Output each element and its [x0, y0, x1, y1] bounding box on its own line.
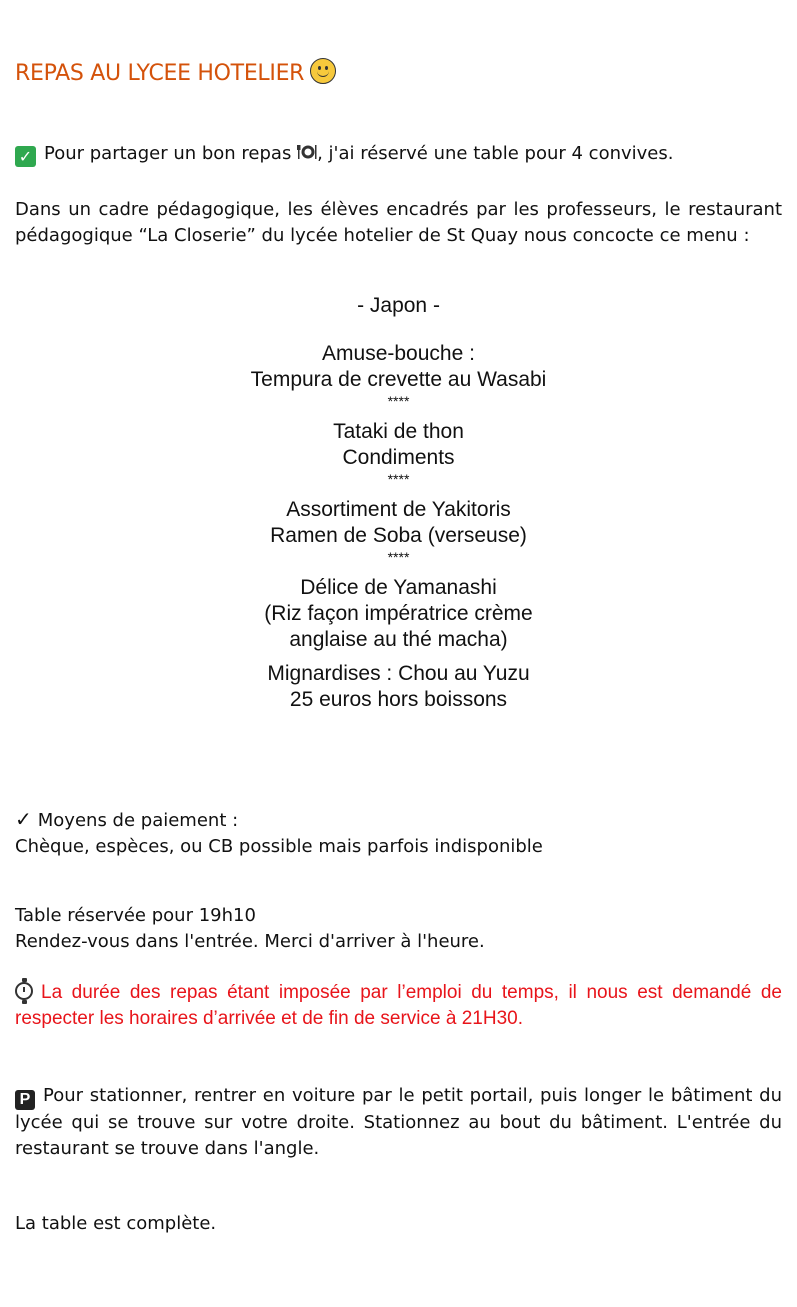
watch-icon	[15, 982, 33, 1000]
payment-label: Moyens de paiement :	[37, 810, 239, 831]
menu-block	[15, 293, 782, 713]
warning-text: La durée des repas étant imposée par l’emploi du temps, il nous est demandé de respecter les horaires d’arrivée et de fin de service à 21H30.	[15, 982, 782, 1029]
description-paragraph: Dans un cadre pédagogique, les élèves encadrés par les professeurs, le restaurant pédagogique “La Closerie” du lycée hotelier de St Quay nous concocte ce menu :	[15, 199, 782, 246]
title-text: REPAS AU LYCEE HOTELIER	[15, 61, 305, 86]
payment-details: Chèque, espèces, ou CB possible mais parfois indisponible	[15, 836, 543, 857]
menu-separator: ****	[387, 471, 410, 487]
menu-plat-1: Assortiment de Yakitoris	[286, 498, 511, 521]
menu-entree-1: Tataki de thon	[333, 420, 464, 443]
warning-paragraph	[15, 980, 782, 1032]
menu-dessert-3: anglaise au thé macha)	[289, 628, 508, 651]
menu-mignardises: Mignardises : Chou au Yuzu	[267, 662, 530, 685]
smiley-face-icon	[310, 58, 336, 84]
menu-theme: - Japon -	[357, 294, 440, 317]
menu-separator: ****	[387, 393, 410, 409]
menu-amuse-label: Amuse-bouche :	[322, 342, 475, 365]
menu-separator: ****	[387, 549, 410, 565]
intro-line	[15, 141, 673, 169]
fork-knife-plate-icon	[297, 143, 317, 169]
menu-dessert-2: (Riz façon impératrice crème	[264, 602, 533, 625]
footer-text: La table est complète.	[15, 1213, 217, 1234]
menu-entree-2: Condiments	[342, 446, 455, 469]
menu-plat-2: Ramen de Soba (verseuse)	[270, 524, 527, 547]
menu-price: 25 euros hors boissons	[289, 688, 508, 711]
parking-paragraph	[15, 1083, 782, 1162]
menu-amuse-dish: Tempura de crevette au Wasabi	[250, 368, 547, 391]
reservation-meeting: Rendez-vous dans l'entrée. Merci d'arriver à l'heure.	[15, 931, 485, 952]
reservation-time: Table réservée pour 19h10	[15, 905, 256, 926]
intro-text-after: , j'ai réservé une table pour 4 convives.	[317, 143, 674, 164]
page-title	[15, 58, 336, 86]
intro-text-before: Pour partager un bon repas	[44, 143, 292, 164]
check-mark-button-icon: ✓	[15, 146, 36, 167]
menu-dessert-1: Délice de Yamanashi	[300, 576, 497, 599]
parking-text: Pour stationner, rentrer en voiture par le petit portail, puis longer le bâtiment du lycée qui se trouve sur votre droite. Stationnez au bout du bâtiment. L'entrée du restaurant se trouve dans l'angle.	[15, 1085, 782, 1159]
payment-label-line	[15, 806, 238, 834]
check-mark-icon: ✓	[15, 807, 32, 831]
parking-p-icon: P	[15, 1090, 35, 1110]
